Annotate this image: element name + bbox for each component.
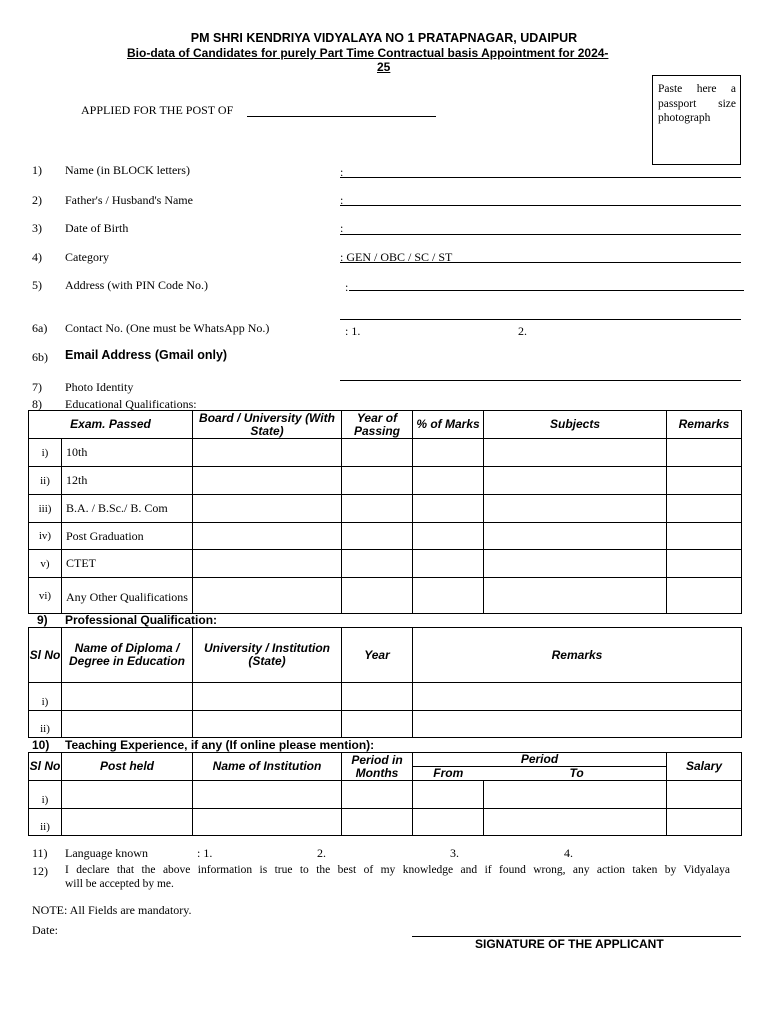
row-number: ii)	[29, 809, 62, 836]
field-label-email: Email Address (Gmail only)	[65, 348, 228, 362]
col-period-months: Period in Months	[342, 753, 413, 781]
from-cell[interactable]	[413, 781, 484, 809]
field-label-father: Father's / Husband's Name	[65, 193, 193, 207]
col-subjects: Subjects	[484, 411, 667, 439]
diploma-cell[interactable]	[62, 711, 193, 738]
remarks-cell[interactable]	[667, 578, 742, 614]
post-cell[interactable]	[62, 781, 193, 809]
language-2[interactable]: 2.	[317, 846, 326, 860]
contact-2[interactable]: 2.	[518, 324, 527, 338]
language-1[interactable]: : 1.	[197, 846, 213, 860]
field-label-name: Name (in BLOCK letters)	[65, 163, 190, 177]
year-cell[interactable]	[342, 550, 413, 578]
remarks-cell[interactable]	[413, 711, 742, 738]
col-percent-marks: % of Marks	[413, 411, 484, 439]
col-university-institution: University / Institution (State)	[193, 628, 342, 683]
subjects-cell[interactable]	[484, 439, 667, 467]
exam-name: 10th	[62, 439, 193, 467]
field-num-3: 3)	[32, 221, 42, 235]
col-sl-no: Sl No	[29, 628, 62, 683]
to-cell[interactable]	[484, 781, 667, 809]
professional-header-row	[29, 628, 742, 683]
field-label-language: Language known	[65, 846, 148, 860]
diploma-cell[interactable]	[62, 683, 193, 711]
year-cell[interactable]	[342, 523, 413, 550]
year-cell[interactable]	[342, 467, 413, 495]
table-row	[29, 550, 742, 578]
language-3[interactable]: 3.	[450, 846, 459, 860]
col-institution: Name of Institution	[193, 753, 342, 781]
signature-label: SIGNATURE OF THE APPLICANT	[475, 937, 664, 951]
year-cell[interactable]	[342, 439, 413, 467]
field-label-dob: Date of Birth	[65, 221, 129, 235]
exam-name: 12th	[62, 467, 193, 495]
marks-cell[interactable]	[413, 578, 484, 614]
table-row	[29, 711, 742, 738]
remarks-cell[interactable]	[667, 550, 742, 578]
field-num-4: 4)	[32, 250, 42, 264]
remarks-cell[interactable]	[413, 683, 742, 711]
table-row	[29, 781, 742, 809]
field-label-contact: Contact No. (One must be WhatsApp No.)	[65, 321, 270, 335]
table-row	[29, 578, 742, 614]
university-cell[interactable]	[193, 711, 342, 738]
col-sl-no: Sl No	[29, 753, 62, 781]
year-cell[interactable]	[342, 683, 413, 711]
category-options[interactable]: : GEN / OBC / SC / ST	[340, 250, 453, 264]
declaration-line-1: I declare that the above information is true to the best of my knowledge and if found wrong, any action taken by Vidyalaya	[65, 864, 730, 876]
row-number: i)	[29, 683, 62, 711]
row-number: iii)	[29, 495, 62, 523]
dob-input-line[interactable]	[340, 234, 741, 235]
field-colon-name: :	[340, 165, 344, 179]
field-num-6a: 6a)	[32, 321, 48, 335]
table-row	[29, 809, 742, 836]
marks-cell[interactable]	[413, 467, 484, 495]
col-exam-passed: Exam. Passed	[29, 411, 193, 439]
section-num-10: 10)	[32, 738, 50, 752]
exam-name: CTET	[62, 550, 193, 578]
board-cell[interactable]	[193, 578, 342, 614]
remarks-cell[interactable]	[667, 439, 742, 467]
field-num-12: 12)	[32, 864, 48, 878]
teaching-table	[28, 752, 742, 836]
address-input-line-1[interactable]	[349, 290, 744, 291]
marks-cell[interactable]	[413, 439, 484, 467]
board-cell[interactable]	[193, 467, 342, 495]
field-label-edu: Educational Qualifications:	[65, 397, 197, 411]
row-number: v)	[29, 550, 62, 578]
teaching-header-row	[29, 753, 742, 767]
email-input-line[interactable]	[340, 380, 741, 381]
col-from: From	[413, 767, 484, 781]
board-cell[interactable]	[193, 550, 342, 578]
exam-name: Any Other Qualifications	[62, 578, 193, 614]
field-num-1: 1)	[32, 163, 42, 177]
form-subtitle: Bio-data of Candidates for purely Part Time Contractual basis Appointment for 2024-	[127, 46, 609, 60]
field-num-8: 8)	[32, 397, 42, 411]
field-label-photo-id: Photo Identity	[65, 380, 134, 394]
table-row	[29, 683, 742, 711]
field-num-6b: 6b)	[32, 350, 48, 364]
col-salary: Salary	[667, 753, 742, 781]
col-remarks: Remarks	[413, 628, 742, 683]
row-number: vi)	[29, 578, 62, 614]
photo-text-3: photograph	[658, 112, 711, 124]
board-cell[interactable]	[193, 495, 342, 523]
subjects-cell[interactable]	[484, 495, 667, 523]
row-number: i)	[29, 439, 62, 467]
education-header-row	[29, 411, 742, 439]
salary-cell[interactable]	[667, 781, 742, 809]
date-label: Date:	[32, 923, 58, 937]
months-cell[interactable]	[342, 809, 413, 836]
marks-cell[interactable]	[413, 523, 484, 550]
declaration-line-2: will be accepted by me.	[65, 878, 174, 890]
remarks-cell[interactable]	[667, 523, 742, 550]
row-number: ii)	[29, 467, 62, 495]
year-cell[interactable]	[342, 495, 413, 523]
field-num-7: 7)	[32, 380, 42, 394]
contact-1[interactable]: : 1.	[345, 324, 361, 338]
form-subtitle-year: 25	[377, 60, 391, 74]
note-mandatory: NOTE: All Fields are mandatory.	[32, 903, 192, 917]
field-colon-dob: :	[340, 221, 344, 235]
field-num-11: 11)	[32, 846, 48, 860]
photo-text-1: Paste here a	[658, 83, 736, 95]
language-4[interactable]: 4.	[564, 846, 573, 860]
photo-text-2: passport size	[658, 97, 736, 110]
subjects-cell[interactable]	[484, 523, 667, 550]
table-row	[29, 467, 742, 495]
board-cell[interactable]	[193, 439, 342, 467]
field-num-2: 2)	[32, 193, 42, 207]
university-cell[interactable]	[193, 683, 342, 711]
row-number: ii)	[29, 711, 62, 738]
row-number: iv)	[29, 523, 62, 550]
remarks-cell[interactable]	[667, 467, 742, 495]
field-colon-father: :	[340, 193, 344, 207]
subjects-cell[interactable]	[484, 578, 667, 614]
education-table	[28, 410, 742, 614]
col-year: Year	[342, 628, 413, 683]
field-num-5: 5)	[32, 278, 42, 292]
school-title: PM SHRI KENDRIYA VIDYALAYA NO 1 PRATAPNAGAR, UDAIPUR	[190, 31, 578, 45]
field-colon-address: :	[345, 280, 349, 294]
applied-for-label: APPLIED FOR THE POST OF	[81, 103, 234, 117]
col-to: To	[484, 767, 667, 781]
subjects-cell[interactable]	[484, 550, 667, 578]
father-input-line[interactable]	[340, 205, 741, 206]
professional-table	[28, 627, 742, 738]
year-cell[interactable]	[342, 578, 413, 614]
from-cell[interactable]	[413, 809, 484, 836]
section-num-9: 9)	[37, 613, 48, 627]
category-input-line	[340, 262, 741, 263]
board-cell[interactable]	[193, 523, 342, 550]
row-number: i)	[29, 781, 62, 809]
subjects-cell[interactable]	[484, 467, 667, 495]
institution-cell[interactable]	[193, 781, 342, 809]
address-input-line-2[interactable]	[340, 319, 741, 320]
table-row	[29, 439, 742, 467]
table-row	[29, 495, 742, 523]
salary-cell[interactable]	[667, 809, 742, 836]
col-period: Period	[413, 753, 667, 767]
photo-box[interactable]	[652, 75, 741, 165]
year-cell[interactable]	[342, 711, 413, 738]
exam-name: B.A. / B.Sc./ B. Com	[62, 495, 193, 523]
name-input-line[interactable]	[340, 177, 741, 178]
col-remarks: Remarks	[667, 411, 742, 439]
table-row	[29, 523, 742, 550]
col-diploma-degree: Name of Diploma / Degree in Education	[62, 628, 193, 683]
col-board-university: Board / University (With State)	[193, 411, 342, 439]
institution-cell[interactable]	[193, 809, 342, 836]
section-title-professional: Professional Qualification:	[65, 613, 218, 627]
section-title-teaching: Teaching Experience, if any (If online please mention):	[65, 738, 375, 752]
col-post-held: Post held	[62, 753, 193, 781]
post-cell[interactable]	[62, 809, 193, 836]
applied-for-line[interactable]	[247, 116, 436, 117]
field-label-category: Category	[65, 250, 109, 264]
remarks-cell[interactable]	[667, 495, 742, 523]
months-cell[interactable]	[342, 781, 413, 809]
to-cell[interactable]	[484, 809, 667, 836]
marks-cell[interactable]	[413, 495, 484, 523]
exam-name: Post Graduation	[62, 523, 193, 550]
marks-cell[interactable]	[413, 550, 484, 578]
field-label-address: Address (with PIN Code No.)	[65, 278, 208, 292]
col-year-of-passing: Year of Passing	[342, 411, 413, 439]
